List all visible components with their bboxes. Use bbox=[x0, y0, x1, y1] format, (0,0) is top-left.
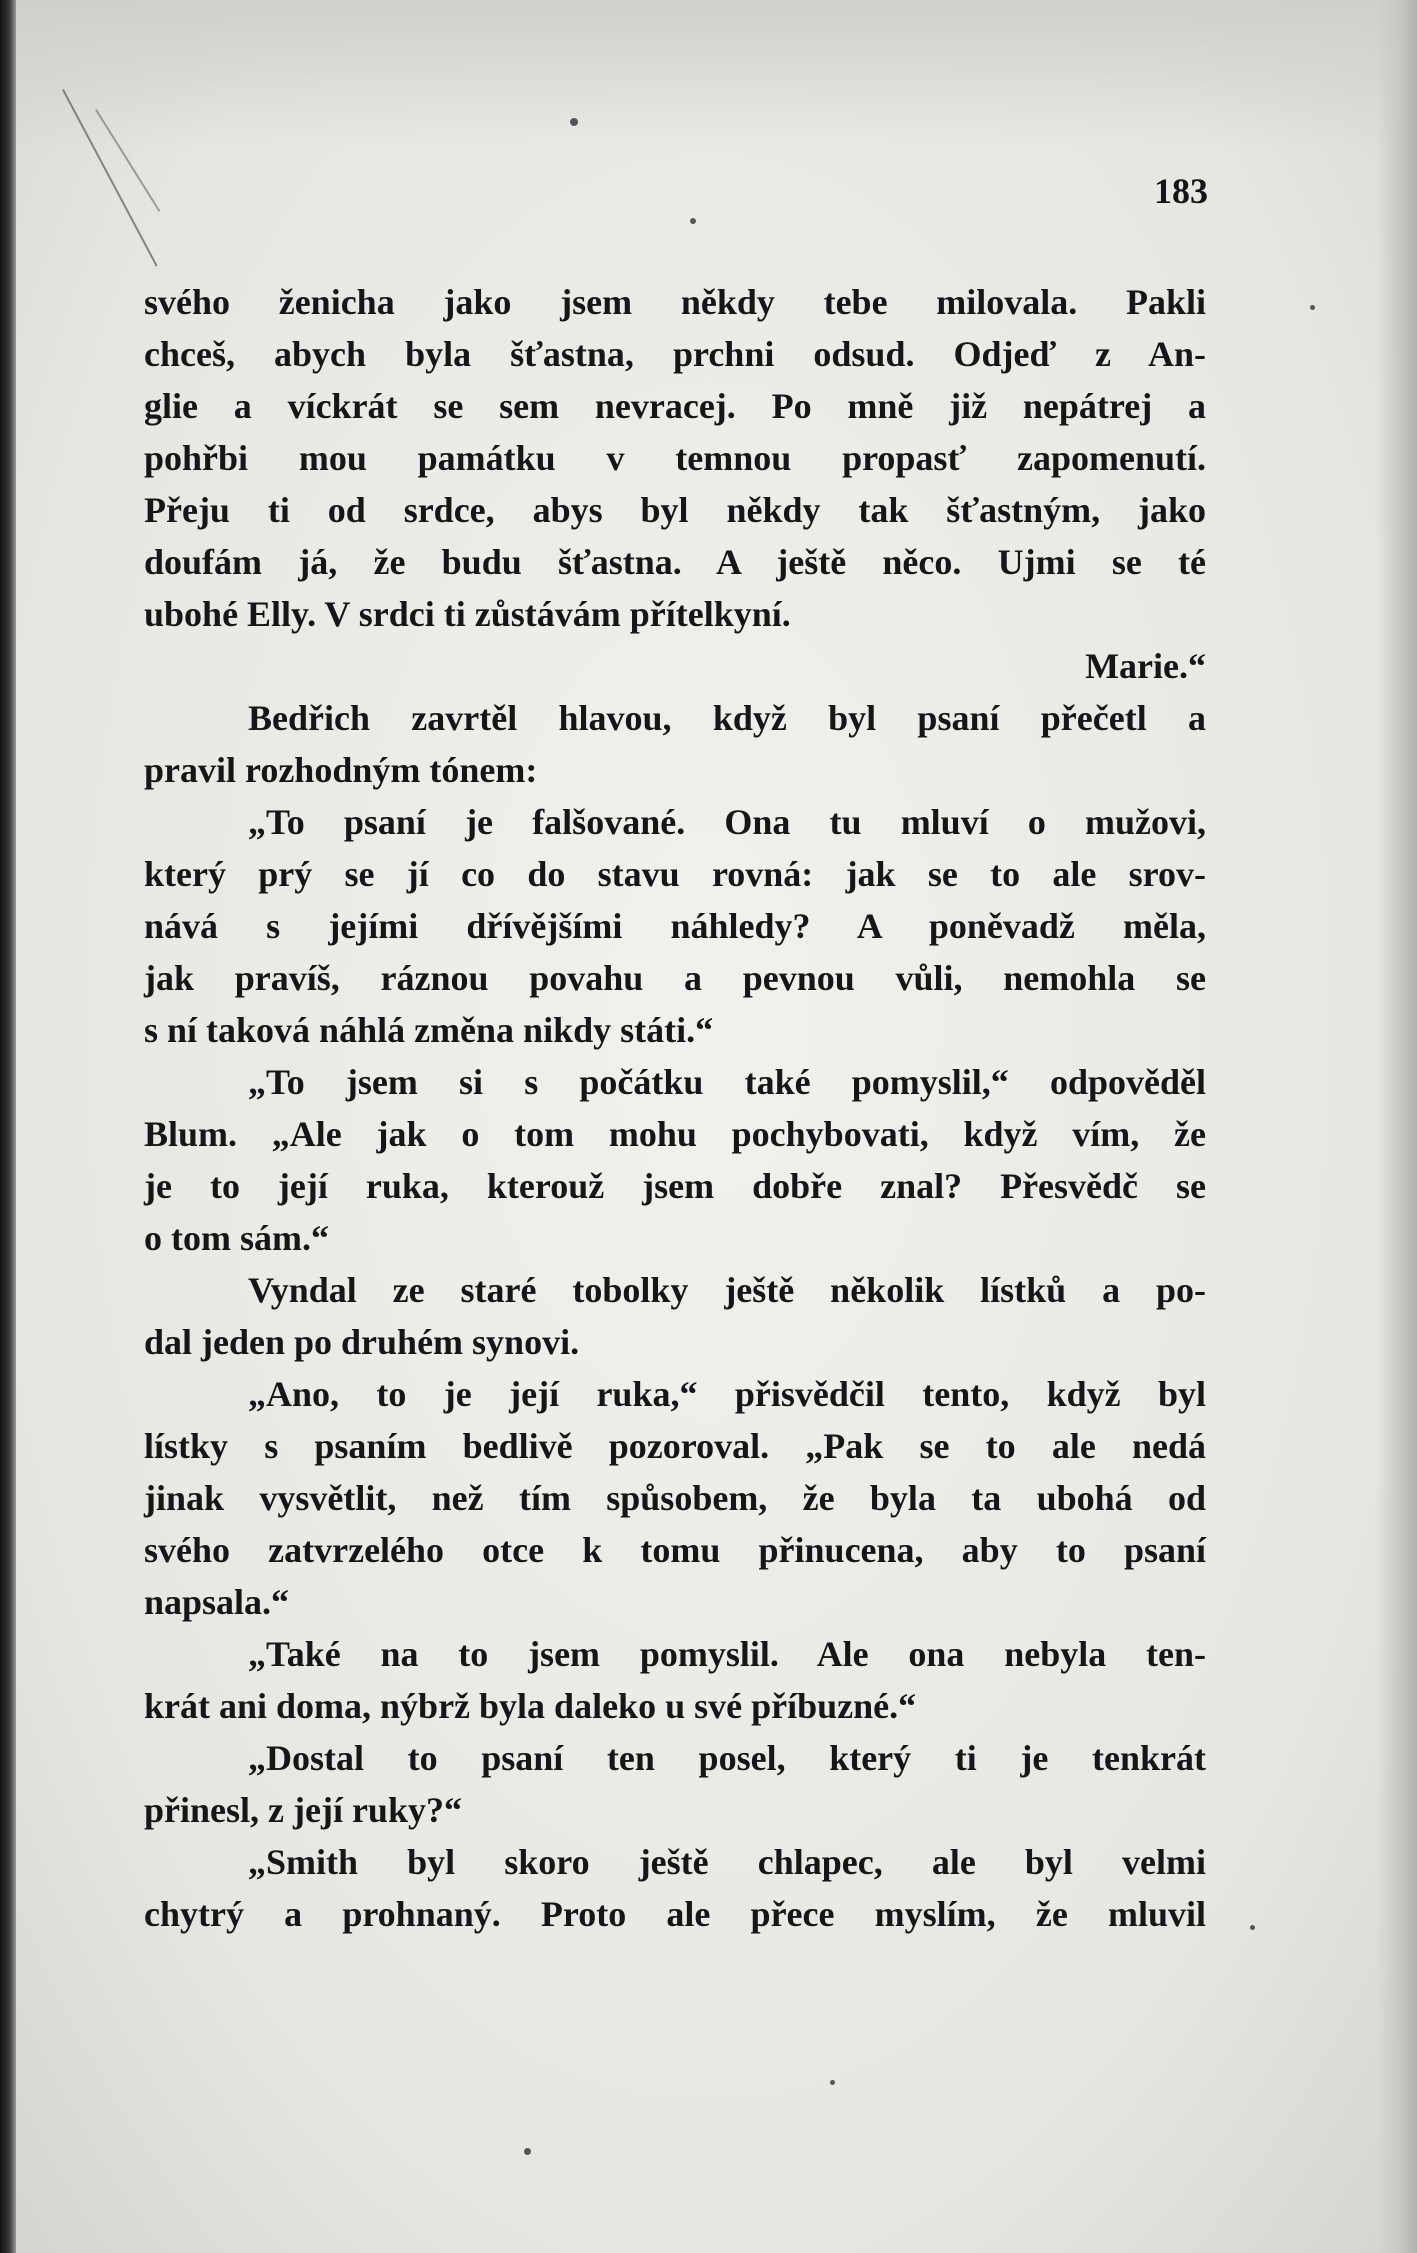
text-line: nává s jejími dřívějšími náhledy? A poněvadž měla, bbox=[144, 906, 1206, 946]
text-line: „Dostal to psaní ten posel, který ti je tenkrát bbox=[248, 1738, 1206, 1778]
ink-speck bbox=[524, 2148, 531, 2155]
page-number: 183 bbox=[1154, 171, 1208, 211]
text-line: „To psaní je falšované. Ona tu mluví o mužovi, bbox=[248, 802, 1206, 842]
page-top-shading bbox=[16, 0, 1417, 150]
text-line: je to její ruka, kterouž jsem dobře znal? Přesvědč se bbox=[144, 1166, 1206, 1206]
text-line: svého ženicha jako jsem někdy tebe milovala. Pakli bbox=[144, 282, 1206, 322]
text-line: „Ano, to je její ruka,“ přisvědčil tento, když byl bbox=[248, 1374, 1206, 1414]
text-line: krát ani doma, nýbrž byla daleko u své příbuzné.“ bbox=[144, 1686, 917, 1726]
ink-speck bbox=[830, 2080, 835, 2085]
text-line: lístky s psaním bedlivě pozoroval. „Pak se to ale nedá bbox=[144, 1426, 1206, 1466]
text-line: Vyndal ze staré tobolky ještě několik lístků a po- bbox=[248, 1270, 1206, 1310]
text-line: jak pravíš, ráznou povahu a pevnou vůli, nemohla se bbox=[144, 958, 1206, 998]
text-line: Přeju ti od srdce, abys byl někdy tak šťastným, jako bbox=[144, 490, 1206, 530]
ink-speck bbox=[1250, 1925, 1255, 1930]
text-line: doufám já, že budu šťastna. A ještě něco. Ujmi se té bbox=[144, 542, 1206, 582]
text-line: jinak vysvětlit, než tím spůsobem, že byla ta ubohá od bbox=[144, 1478, 1206, 1518]
body-text bbox=[144, 276, 1206, 1940]
text-line: Bedřich zavrtěl hlavou, když byl psaní přečetl a bbox=[248, 698, 1206, 738]
text-line: pohřbi mou památku v temnou propasť zapomenutí. bbox=[144, 438, 1206, 478]
text-line: chceš, abych byla šťastna, prchni odsud. Odjeď z An- bbox=[144, 334, 1206, 374]
ink-speck bbox=[690, 218, 696, 224]
text-line: pravil rozhodným tónem: bbox=[144, 750, 538, 790]
text-line: „Také na to jsem pomyslil. Ale ona nebyla ten- bbox=[248, 1634, 1206, 1674]
text-line: napsala.“ bbox=[144, 1582, 290, 1622]
text-line: chytrý a prohnaný. Proto ale přece myslím, že mluvil bbox=[144, 1894, 1206, 1934]
page-gutter-edge bbox=[0, 0, 16, 2253]
ink-speck bbox=[1310, 305, 1315, 310]
text-line: přinesl, z její ruky?“ bbox=[144, 1790, 462, 1830]
text-line: s ní taková náhlá změna nikdy státi.“ bbox=[144, 1010, 714, 1050]
text-line: „Smith byl skoro ještě chlapec, ale byl velmi bbox=[248, 1842, 1206, 1882]
text-line: ubohé Elly. V srdci ti zůstávám přítelkyní. bbox=[144, 594, 791, 634]
text-line: o tom sám.“ bbox=[144, 1218, 329, 1258]
text-line: svého zatvrzelého otce k tomu přinucena, aby to psaní bbox=[144, 1530, 1206, 1570]
text-line: který prý se jí co do stavu rovná: jak se to ale srov- bbox=[144, 854, 1206, 894]
ink-speck bbox=[570, 118, 578, 126]
text-line: „To jsem si s počátku také pomyslil,“ odpověděl bbox=[248, 1062, 1206, 1102]
text-line: Blum. „Ale jak o tom mohu pochybovati, když vím, že bbox=[144, 1114, 1206, 1154]
text-line: glie a víckrát se sem nevracej. Po mně již nepátrej a bbox=[144, 386, 1206, 426]
letter-signature: Marie.“ bbox=[1085, 646, 1206, 686]
text-line: dal jeden po druhém synovi. bbox=[144, 1322, 580, 1362]
page-outer-edge bbox=[1377, 0, 1417, 2253]
